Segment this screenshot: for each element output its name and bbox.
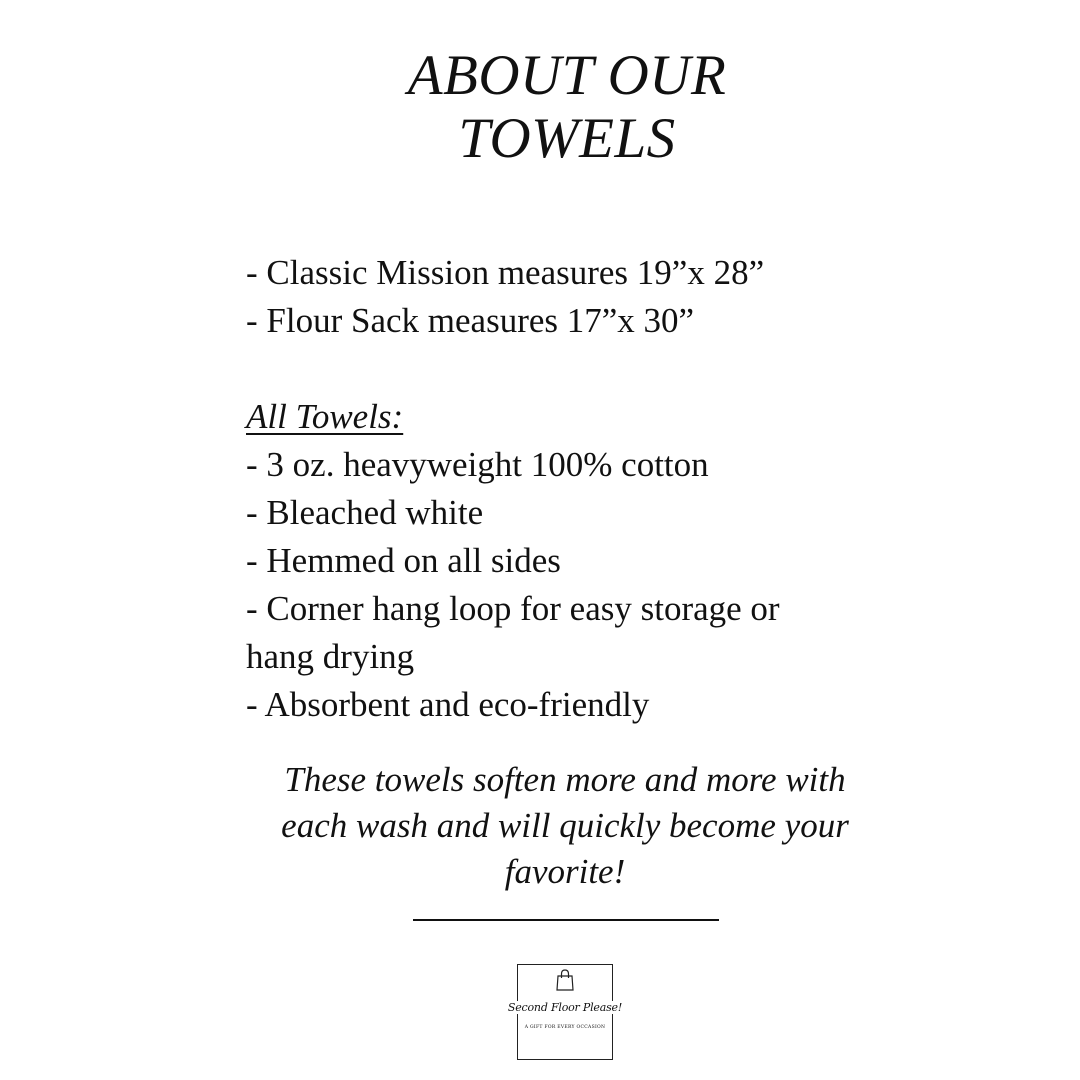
feature-hemmed: - Hemmed on all sides <box>246 541 561 580</box>
tagline-line-1: These towels soften more and more with <box>284 760 846 799</box>
tagline <box>240 757 890 895</box>
feature-hang-loop-continued: hang drying <box>246 637 415 676</box>
feature-hang-loop: - Corner hang loop for easy storage or <box>246 589 780 628</box>
feature-cotton: - 3 oz. heavyweight 100% cotton <box>246 445 709 484</box>
size-classic-mission: - Classic Mission measures 19”x 28” <box>246 253 765 292</box>
title-line-1: ABOUT OUR <box>407 44 727 107</box>
towel-specs <box>246 249 926 729</box>
tagline-line-2: each wash and will quickly become your <box>281 806 849 845</box>
feature-bleached: - Bleached white <box>246 493 484 532</box>
spacer <box>246 345 926 393</box>
title-line-2: TOWELS <box>458 107 676 170</box>
logo-brand-name: Second Floor Please! <box>504 1001 626 1014</box>
page-title <box>0 44 1080 170</box>
all-towels-heading: All Towels: <box>246 397 404 436</box>
feature-absorbent: - Absorbent and eco-friendly <box>246 685 650 724</box>
tagline-line-3: favorite! <box>504 852 626 891</box>
brand-logo <box>507 964 623 1060</box>
logo-subtitle: A GIFT FOR EVERY OCCASION <box>524 1025 606 1030</box>
all-towels-heading-row <box>246 393 926 441</box>
shopping-bag-icon <box>556 969 574 991</box>
size-flour-sack: - Flour Sack measures 17”x 30” <box>246 301 695 340</box>
divider <box>413 919 719 921</box>
